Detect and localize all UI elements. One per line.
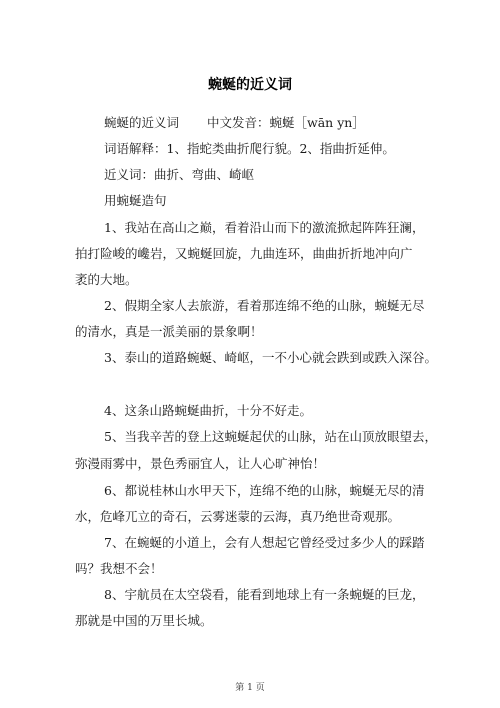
sentence-1-line-1: 1、我站在高山之巅，看着沿山而下的激流掀起阵阵狂澜， <box>104 220 425 235</box>
sentence-5-line-1: 5、当我辛苦的登上这蜿蜒起伏的山脉，站在山顶放眼望去， <box>104 429 437 444</box>
sentence-2-line-2: 的清水，真是一派美丽的景象啊！ <box>75 324 263 339</box>
sentence-1-line-2: 拍打险峻的巉岩，又蜿蜒回旋，九曲连环，曲曲折折地冲向广 <box>75 246 413 261</box>
sentence-8-line-2: 那就是中国的万里长城。 <box>75 613 213 628</box>
sentence-7-line-1: 7、在蜿蜒的小道上，会有人想起它曾经受过多少人的踩踏 <box>104 535 425 550</box>
page-title: 蜿蜒的近义词 <box>208 77 292 93</box>
sentence-8-line-1: 8、宇航员在太空袋看，能看到地球上有一条蜿蜒的巨龙， <box>104 587 425 602</box>
explanation-line: 词语解释：1、指蛇类曲折爬行貌。2、指曲折延伸。 <box>104 141 395 156</box>
header-line <box>104 115 365 131</box>
sentence-1-line-3: 袤的大地。 <box>75 272 138 287</box>
sentence-6-line-2: 水，危峰兀立的奇石，云雾迷蒙的云海，真乃绝世奇观那。 <box>75 509 401 524</box>
sentence-6-line-1: 6、都说桂林山水甲天下，连绵不绝的山脉，蜿蜒无尽的清 <box>104 483 425 498</box>
header-left: 蜿蜒的近义词 <box>104 115 180 130</box>
sentence-2-line-1: 2、假期全家人去旅游，看着那连绵不绝的山脉，蜿蜒无尽 <box>104 298 425 313</box>
sentences-heading: 用蜿蜒造句 <box>104 193 167 208</box>
synonyms-line: 近义词：曲折、弯曲、崎岖 <box>104 167 255 182</box>
sentence-4-line-1: 4、这条山路蜿蜒曲折，十分不好走。 <box>104 403 312 418</box>
pronunciation: 中文发音：蜿蜒［wān yn］ <box>207 115 365 130</box>
sentence-7-line-2: 吗？我想不会！ <box>75 561 163 576</box>
sentence-3-line-1: 3、泰山的道路蜿蜒、崎岖，一不小心就会跌到或跌入深谷。 <box>104 350 437 365</box>
page-number: 第 1 页 <box>235 683 265 693</box>
sentence-5-line-2: 弥漫雨雾中，景色秀丽宜人，让人心旷神怡！ <box>75 456 326 471</box>
